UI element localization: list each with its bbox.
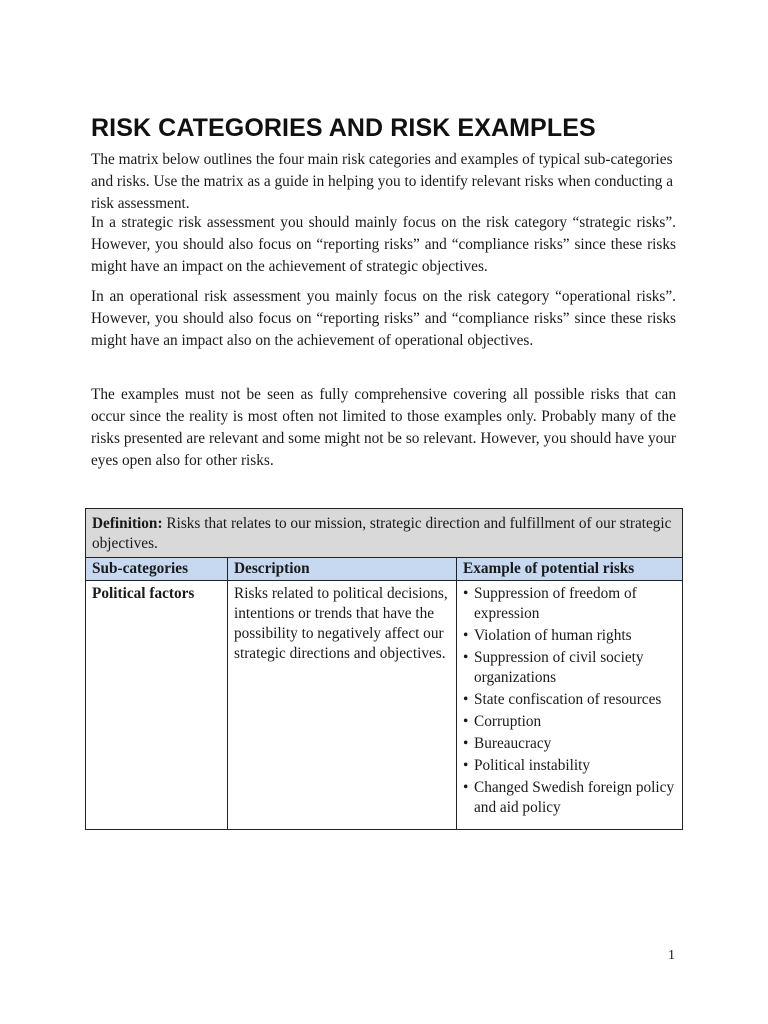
risk-matrix-table [85, 508, 683, 830]
list-item [463, 584, 676, 624]
list-item [463, 648, 676, 688]
risk-text: Political instability [474, 757, 590, 774]
risk-text: Corruption [474, 713, 542, 730]
risk-text: Bureaucracy [474, 735, 552, 752]
list-item [463, 778, 676, 818]
table-row [86, 581, 683, 830]
bullet-icon: • [463, 713, 469, 730]
page-number: 1 [668, 948, 675, 963]
bullet-icon: • [463, 779, 469, 796]
list-item [463, 734, 676, 754]
intro-paragraph: The matrix below outlines the four main risk categories and examples of typical sub-categories and risks. Use the matrix as a guide in helping you to identify relevant risks when conducting a risk assessment. [91, 151, 673, 212]
header-example-risks: Example of potential risks [457, 558, 683, 581]
bullet-icon: • [463, 627, 469, 644]
risk-text: Violation of human rights [474, 627, 632, 644]
risk-text: Changed Swedish foreign policy and aid policy [474, 779, 675, 816]
risk-text: State confiscation of resources [474, 691, 662, 708]
bullet-icon: • [463, 585, 469, 602]
list-item [463, 626, 676, 646]
bullet-icon: • [463, 757, 469, 774]
header-description: Description [228, 558, 457, 581]
strategic-paragraph: In a strategic risk assessment you should mainly focus on the risk category “strategic risks”. However, you should also focus on “reporting risks” and “compliance risks” since these risks might have an impact on the achievement of strategic objectives. [91, 214, 676, 275]
risk-text: Suppression of freedom of expression [474, 585, 637, 622]
risks-cell [457, 581, 683, 830]
definition-text: Risks that relates to our mission, strategic direction and fulfillment of our strategic objectives. [92, 515, 672, 552]
list-item [463, 712, 676, 732]
page-title: RISK CATEGORIES AND RISK EXAMPLES [91, 114, 596, 142]
description-cell: Risks related to political decisions, intentions or trends that have the possibility to negatively affect our strategic directions and objectives. [228, 581, 457, 830]
examples-paragraph: The examples must not be seen as fully comprehensive covering all possible risks that can occur since the reality is most often not limited to those examples only. Probably many of the risks presented are relevant and some might not be so relevant. However, you should have your eyes open also for other risks. [91, 386, 676, 469]
definition-cell [86, 509, 683, 558]
operational-paragraph: In an operational risk assessment you mainly focus on the risk category “operational risks”. However, you should also focus on “reporting risks” and “compliance risks” since these risks might have an impact also on the achievement of operational objectives. [91, 288, 676, 349]
bullet-icon: • [463, 691, 469, 708]
definition-label: Definition: [92, 515, 163, 532]
list-item [463, 756, 676, 776]
bullet-icon: • [463, 735, 469, 752]
subcategory-cell [86, 581, 228, 830]
header-row [86, 558, 683, 581]
subcategory-name: Political factors [92, 585, 195, 602]
header-subcategories: Sub-categories [86, 558, 228, 581]
definition-row [86, 509, 683, 558]
risk-list [463, 584, 676, 818]
list-item [463, 690, 676, 710]
risk-text: Suppression of civil society organizations [474, 649, 644, 686]
bullet-icon: • [463, 649, 469, 666]
